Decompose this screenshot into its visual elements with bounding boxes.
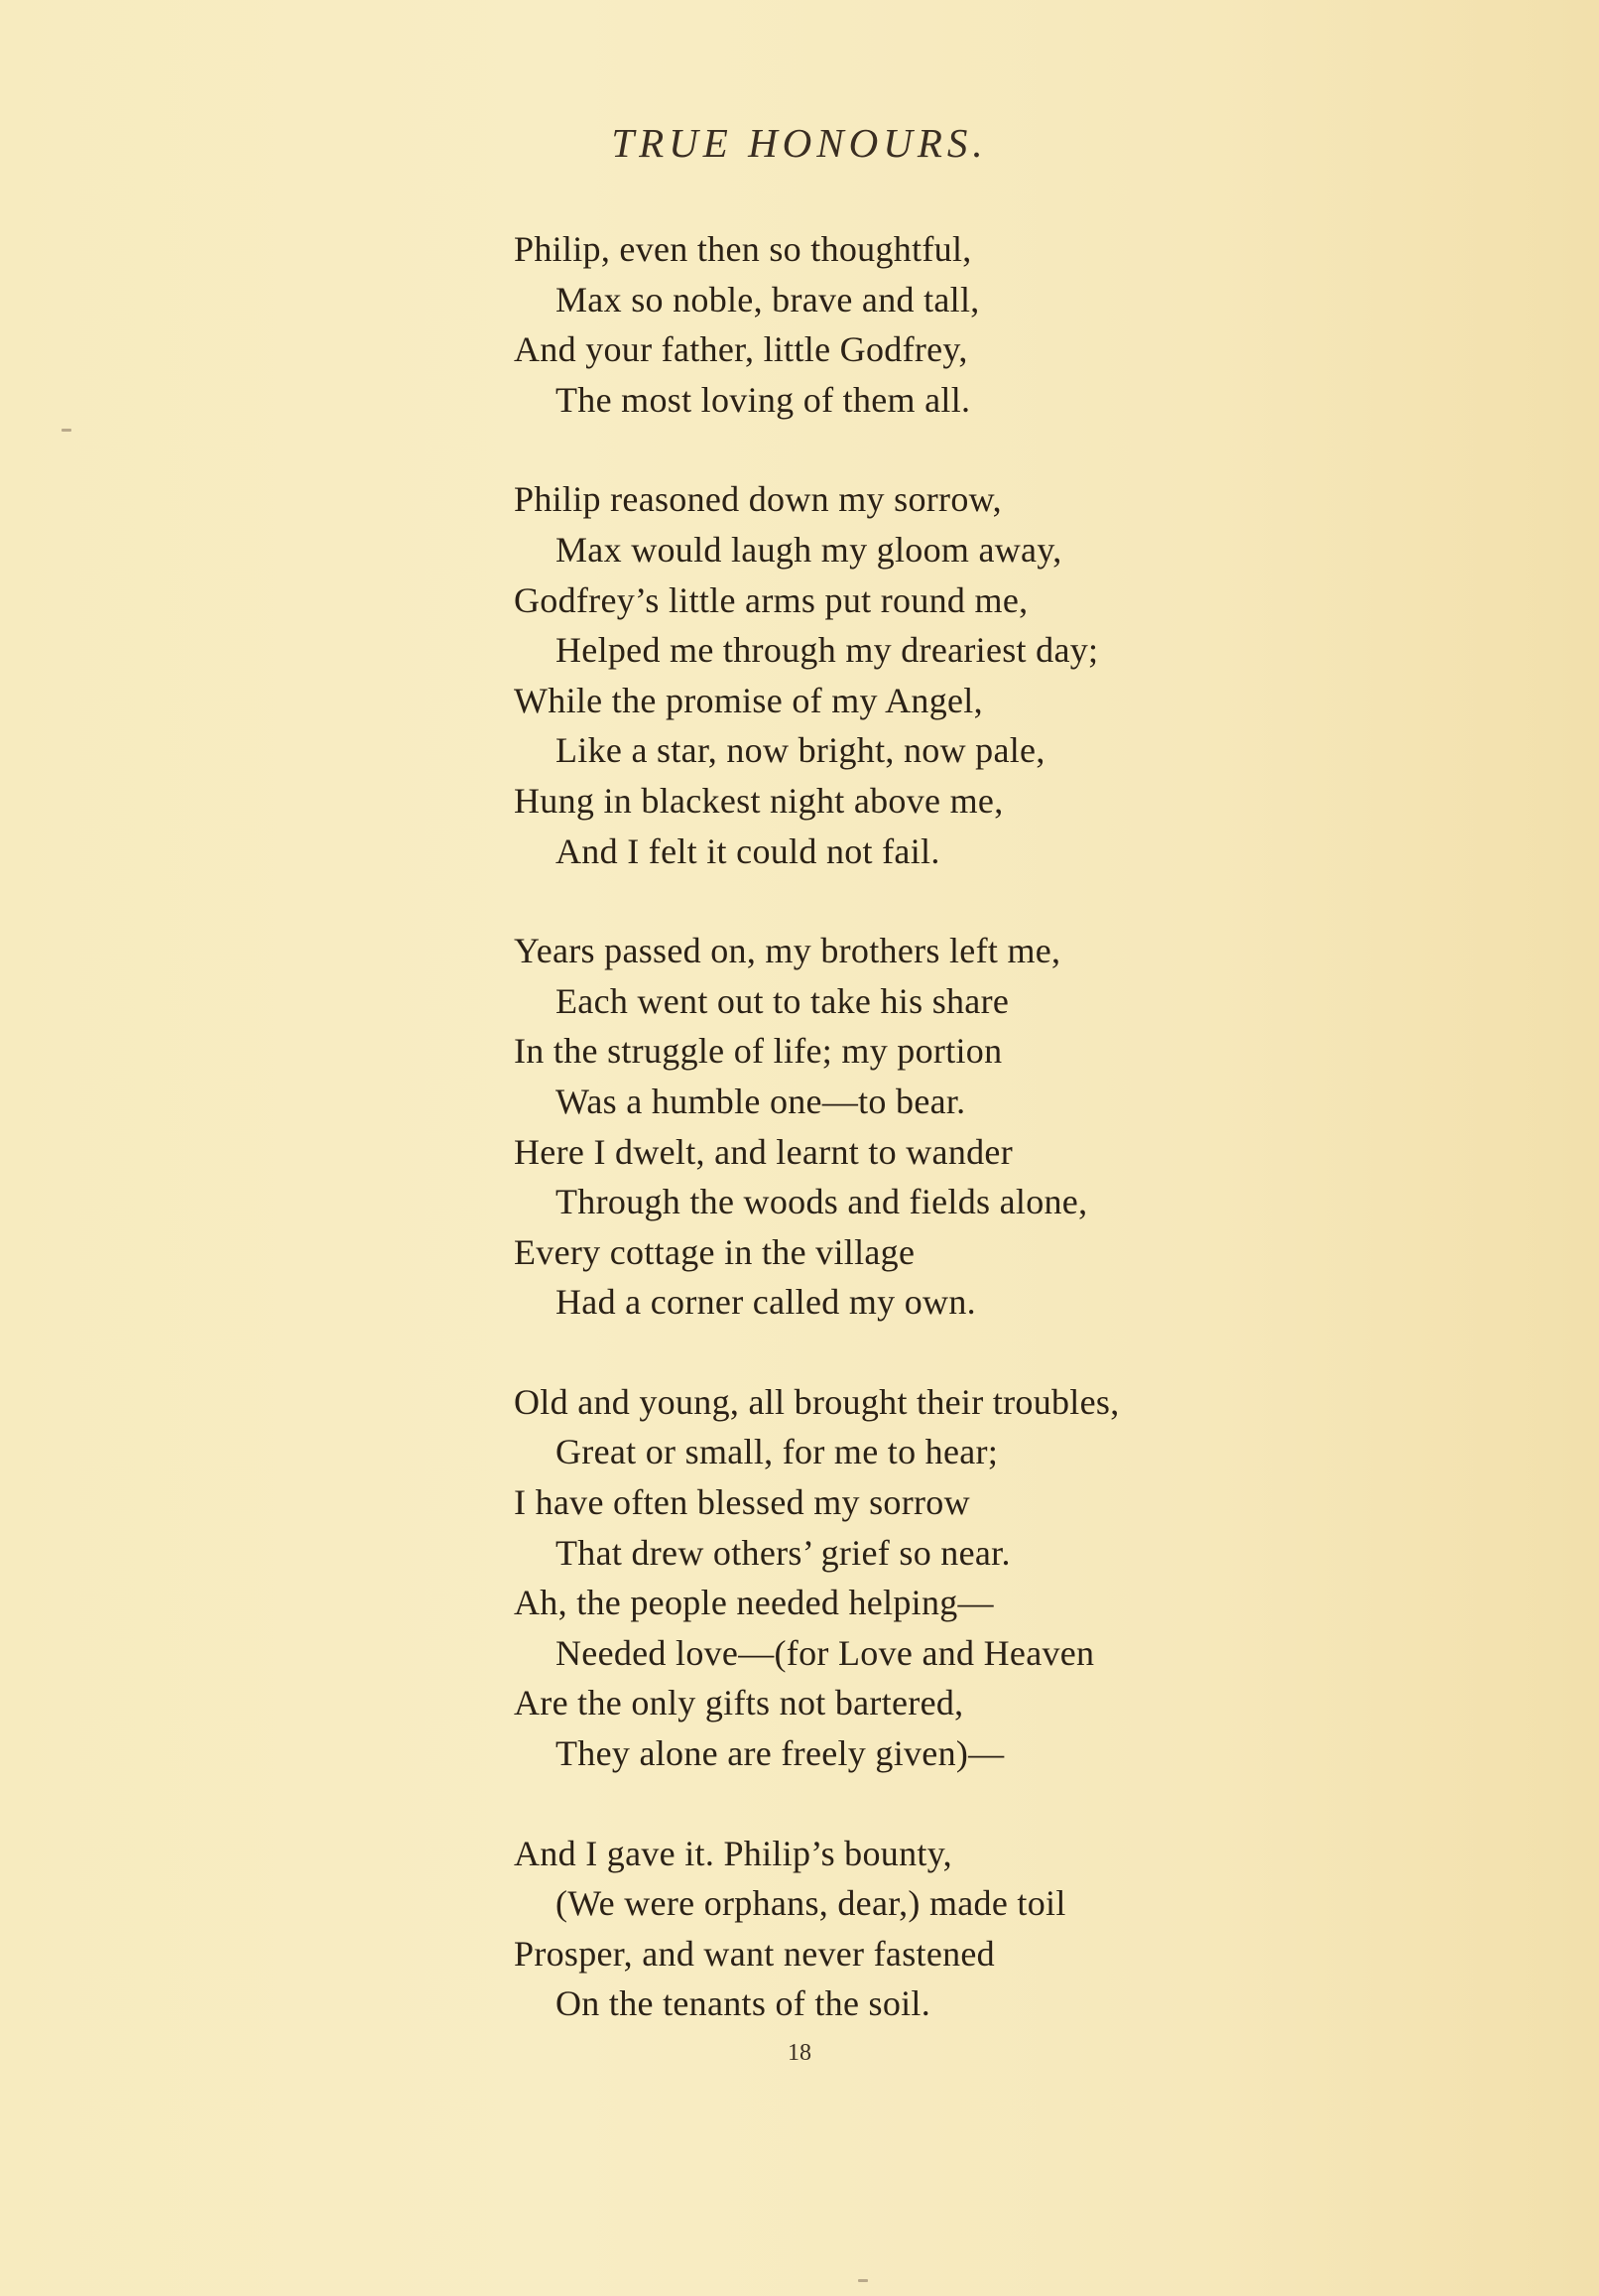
- stanza: [514, 926, 1506, 1328]
- poem-line: Like a star, now bright, now pale,: [555, 730, 1046, 771]
- stanza: [514, 224, 1506, 425]
- poem-line: Had a corner called my own.: [555, 1282, 976, 1323]
- poem-line: I have often blessed my sorrow: [514, 1482, 970, 1523]
- poem-line: The most loving of them all.: [555, 379, 971, 420]
- paper-speck: [858, 2279, 868, 2282]
- poem-line: Here I dwelt, and learnt to wander: [514, 1131, 1013, 1172]
- poem-line: Max would laugh my gloom away,: [555, 529, 1062, 570]
- poem-line: Are the only gifts not bartered,: [514, 1683, 964, 1723]
- poem-line: Hung in blackest night above me,: [514, 780, 1004, 821]
- poem-line: Prosper, and want never fastened: [514, 1933, 995, 1974]
- poem-line: In the struggle of life; my portion: [514, 1031, 1003, 1072]
- stanza: [514, 1829, 1506, 2029]
- poem-line: Philip, even then so thoughtful,: [514, 229, 972, 269]
- poem-line: Philip reasoned down my sorrow,: [514, 479, 1002, 520]
- poem-line: Each went out to take his share: [555, 980, 1010, 1021]
- poem-line: (We were orphans, dear,) made toil: [555, 1883, 1066, 1924]
- poem-line: Max so noble, brave and tall,: [555, 279, 980, 319]
- poem-line: On the tenants of the soil.: [555, 1983, 931, 2024]
- poem-line: Ah, the people needed helping—: [514, 1583, 994, 1623]
- poem: [514, 224, 1506, 2079]
- poem-line: While the promise of my Angel,: [514, 680, 983, 720]
- poem-line: And I felt it could not fail.: [555, 830, 940, 871]
- running-head: TRUE HONOURS.: [611, 120, 988, 166]
- stanza: [514, 474, 1506, 876]
- poem-line: Every cottage in the village: [514, 1231, 916, 1272]
- poem-line: Needed love—(for Love and Heaven: [555, 1632, 1095, 1673]
- poem-line: Through the woods and fields alone,: [555, 1182, 1088, 1222]
- page-number: 18: [788, 2040, 811, 2066]
- poem-line: Old and young, all brought their troubles,: [514, 1381, 1120, 1422]
- poem-line: Years passed on, my brothers left me,: [514, 931, 1061, 971]
- poem-line: Was a humble one—to bear.: [555, 1081, 966, 1121]
- paper-speck: [62, 429, 71, 432]
- poem-line: That drew others’ grief so near.: [555, 1532, 1011, 1573]
- poem-line: And I gave it. Philip’s bounty,: [514, 1833, 952, 1873]
- stanza: [514, 1377, 1506, 1779]
- poem-line: Godfrey’s little arms put round me,: [514, 579, 1029, 620]
- poem-line: Helped me through my dreariest day;: [555, 630, 1099, 671]
- poem-line: Great or small, for me to hear;: [555, 1432, 999, 1472]
- poem-line: And your father, little Godfrey,: [514, 329, 968, 370]
- poem-line: They alone are freely given)—: [555, 1733, 1005, 1774]
